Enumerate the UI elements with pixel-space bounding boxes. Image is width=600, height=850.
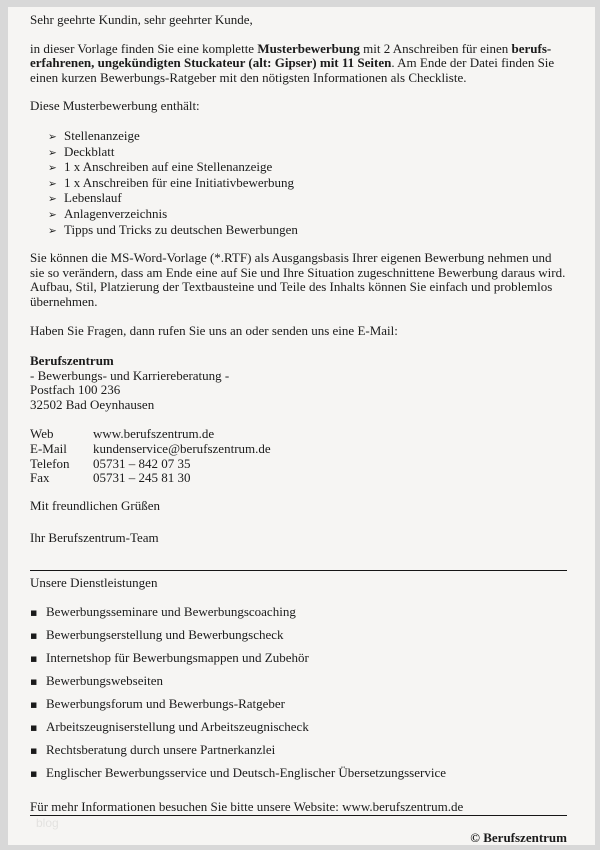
contact-label: Telefon	[30, 455, 70, 471]
contact-row	[30, 442, 567, 457]
contents-list-item	[48, 160, 567, 176]
contents-list-item	[48, 223, 567, 239]
contact-label: Fax	[30, 470, 50, 486]
contact-value: 05731 – 245 81 30	[93, 470, 191, 486]
contents-item-label: Anlagenverzeichnis	[64, 205, 168, 221]
arrow-bullet-icon: ➢	[48, 208, 57, 221]
contents-list-item	[48, 176, 567, 192]
arrow-bullet-icon: ➢	[48, 193, 57, 206]
contact-value: kundenservice@berufszentrum.de	[93, 441, 271, 457]
service-item-label: Englischer Bewerbungsservice und Deutsch-Englischer Übersetzungsservice	[46, 764, 446, 780]
square-bullet-icon: ▪	[30, 628, 38, 642]
company-block	[30, 354, 567, 412]
contact-row	[30, 427, 567, 442]
footer-info-line: Für mehr Informationen besuchen Sie bitte unsere Website: www.berufszentrum.de	[30, 799, 464, 815]
footer-divider	[30, 815, 567, 816]
contents-item-label: Stellenanzeige	[64, 127, 140, 143]
arrow-bullet-icon: ➢	[48, 162, 57, 175]
footer-divider-area	[30, 815, 567, 830]
service-item-label: Internetshop für Bewerbungsmappen und Zubehör	[46, 649, 309, 665]
square-bullet-icon: ▪	[30, 743, 38, 757]
services-list-item	[30, 766, 567, 782]
contents-item-label: Deckblatt	[64, 143, 115, 159]
square-bullet-icon: ▪	[30, 697, 38, 711]
services-list	[30, 605, 567, 781]
services-list-item	[30, 697, 567, 713]
company-address-line1: Postfach 100 236	[30, 382, 121, 398]
blog-watermark: blog	[36, 815, 59, 830]
company-address-line2: 32502 Bad Oeynhausen	[30, 396, 155, 412]
contents-item-label: Tipps und Tricks zu deutschen Bewerbungen	[64, 221, 298, 237]
square-bullet-icon: ▪	[30, 674, 38, 688]
service-item-label: Bewerbungsseminare und Bewerbungscoaching	[46, 603, 296, 619]
square-bullet-icon: ▪	[30, 720, 38, 734]
contents-list-item	[48, 207, 567, 223]
section-divider	[30, 570, 567, 571]
service-item-label: Arbeitszeugniserstellung und Arbeitszeugnischeck	[46, 718, 309, 734]
services-list-item	[30, 651, 567, 667]
services-list-item	[30, 605, 567, 621]
arrow-bullet-icon: ➢	[48, 224, 57, 237]
contents-item-label: Lebenslauf	[64, 190, 122, 206]
arrow-bullet-icon: ➢	[48, 177, 57, 190]
closing-line: Mit freundlichen Grüßen	[30, 497, 160, 513]
contents-item-label: 1 x Anschreiben auf eine Stellenanzeige	[64, 159, 273, 175]
services-list-item	[30, 720, 567, 736]
contact-label: E-Mail	[30, 441, 67, 457]
services-list-item	[30, 674, 567, 690]
company-subtitle: - Bewerbungs- und Karriereberatung -	[30, 367, 230, 383]
contact-row	[30, 471, 567, 486]
arrow-bullet-icon: ➢	[48, 146, 57, 159]
service-item-label: Bewerbungsforum und Bewerbungs-Ratgeber	[46, 695, 285, 711]
services-list-item	[30, 628, 567, 644]
intro-paragraph	[30, 42, 567, 86]
contact-value: www.berufszentrum.de	[93, 426, 215, 442]
copyright-line: © Berufszentrum	[470, 829, 567, 845]
contents-list-item	[48, 191, 567, 207]
contact-row	[30, 457, 567, 472]
intro-pre: in dieser Vorlage finden Sie eine komplette	[30, 40, 258, 56]
services-list-item	[30, 743, 567, 759]
contents-list-item	[48, 129, 567, 145]
service-item-label: Bewerbungserstellung und Bewerbungscheck	[46, 626, 284, 642]
questions-line: Haben Sie Fragen, dann rufen Sie uns an oder senden uns eine E-Mail:	[30, 322, 398, 338]
contact-label: Web	[30, 426, 54, 442]
contents-item-label: 1 x Anschreiben für eine Initiativbewerbung	[64, 174, 294, 190]
square-bullet-icon: ▪	[30, 766, 38, 780]
square-bullet-icon: ▪	[30, 605, 38, 619]
letter-page	[8, 7, 595, 845]
service-item-label: Rechtsberatung durch unsere Partnerkanzlei	[46, 741, 276, 757]
arrow-bullet-icon: ➢	[48, 130, 57, 143]
usage-paragraph: Sie können die MS-Word-Vorlage (*.RTF) als Ausgangsbasis Ihrer eigenen Bewerbung nehmen und sie so verändern, dass am Ende eine auf Sie und Ihre Situation zugeschnittene Bewerbung daraus wird. Aufbau, Stil, Platzierung der Textbausteine und Teile des Inhalts können Sie einfach und problemlos übernehmen.	[30, 250, 566, 309]
greeting-line: Sehr geehrte Kundin, sehr geehrter Kunde,	[30, 12, 253, 27]
signature-line: Ihr Berufszentrum-Team	[30, 530, 159, 546]
contains-heading: Diese Musterbewerbung enthält:	[30, 98, 200, 114]
contents-list-item	[48, 145, 567, 161]
intro-product-bold: Musterbewerbung	[257, 40, 360, 56]
intro-post: . Am Ende der Datei finden Sie einen kurzen Bewerbungs-Ratgeber mit den nötigsten Informationen als Checkliste.	[30, 55, 555, 85]
contact-value: 05731 – 842 07 35	[93, 455, 191, 471]
square-bullet-icon: ▪	[30, 651, 38, 665]
contents-list	[30, 129, 567, 238]
service-item-label: Bewerbungswebseiten	[46, 672, 163, 688]
contact-table	[30, 427, 567, 485]
services-heading: Unsere Dienstleistungen	[30, 575, 158, 591]
company-name: Berufszentrum	[30, 353, 114, 369]
intro-profile-bold: berufs-erfahrenen, ungekündigten Stuckateur (alt: Gipser) mit 11 Seiten	[30, 40, 552, 71]
intro-mid: mit 2 Anschreiben für einen	[359, 40, 512, 56]
